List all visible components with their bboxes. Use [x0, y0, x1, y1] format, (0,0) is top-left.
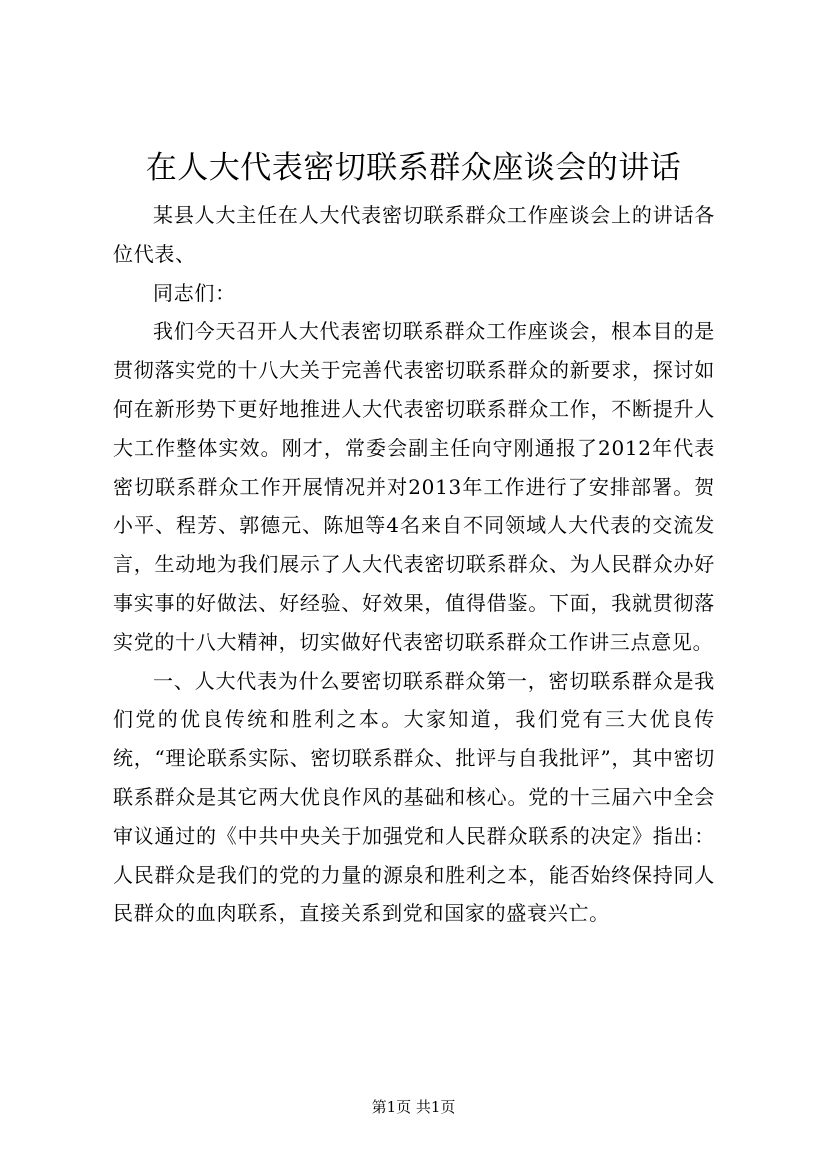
paragraph-salutation: 同志们： — [153, 280, 236, 305]
document-body — [113, 196, 715, 933]
document-title: 在人大代表密切联系群众座谈会的讲话 — [145, 150, 682, 186]
paragraph-purpose: 我们今天召开人大代表密切联系群众工作座谈会，根本目的是贯彻落实党的十八大关于完善代表密切联系群众的新要求，探讨如何在新形势下更好地推进人大代表密切联系群众工作，不断提升人大工作整体实效。刚才，常委会副主任向守刚通报了2012年代表密切联系群众工作开展情况并对2013年工作进行了安排部署。贺小平、程芳、郭德元、陈旭等4名来自不同领域人大代表的交流发言，生动地为我们展示了人大代表密切联系群众、为人民群众办好事实事的好做法、好经验、好效果，值得借鉴。下面，我就贯彻落实党的十八大精神，切实做好代表密切联系群众工作讲三点意见。 — [113, 319, 715, 654]
page-footer: 第1页 共1页 — [371, 1098, 456, 1116]
paragraph-intro: 某县人大主任在人大代表密切联系群众工作座谈会上的讲话各位代表、 — [113, 203, 715, 266]
paragraph-section-one: 一、人大代表为什么要密切联系群众第一，密切联系群众是我们党的优良传统和胜利之本。大家知道，我们党有三大优良传统，“理论联系实际、密切联系群众、批评与自我批评”，其中密切联系群众是其它两大优良作风的基础和核心。党的十三届六中全会审议通过的《中共中央关于加强党和人民群众联系的决定》指出：人民群众是我们的党的力量的源泉和胜利之本，能否始终保持同人民群众的血肉联系，直接关系到党和国家的盛衰兴亡。 — [113, 668, 715, 926]
